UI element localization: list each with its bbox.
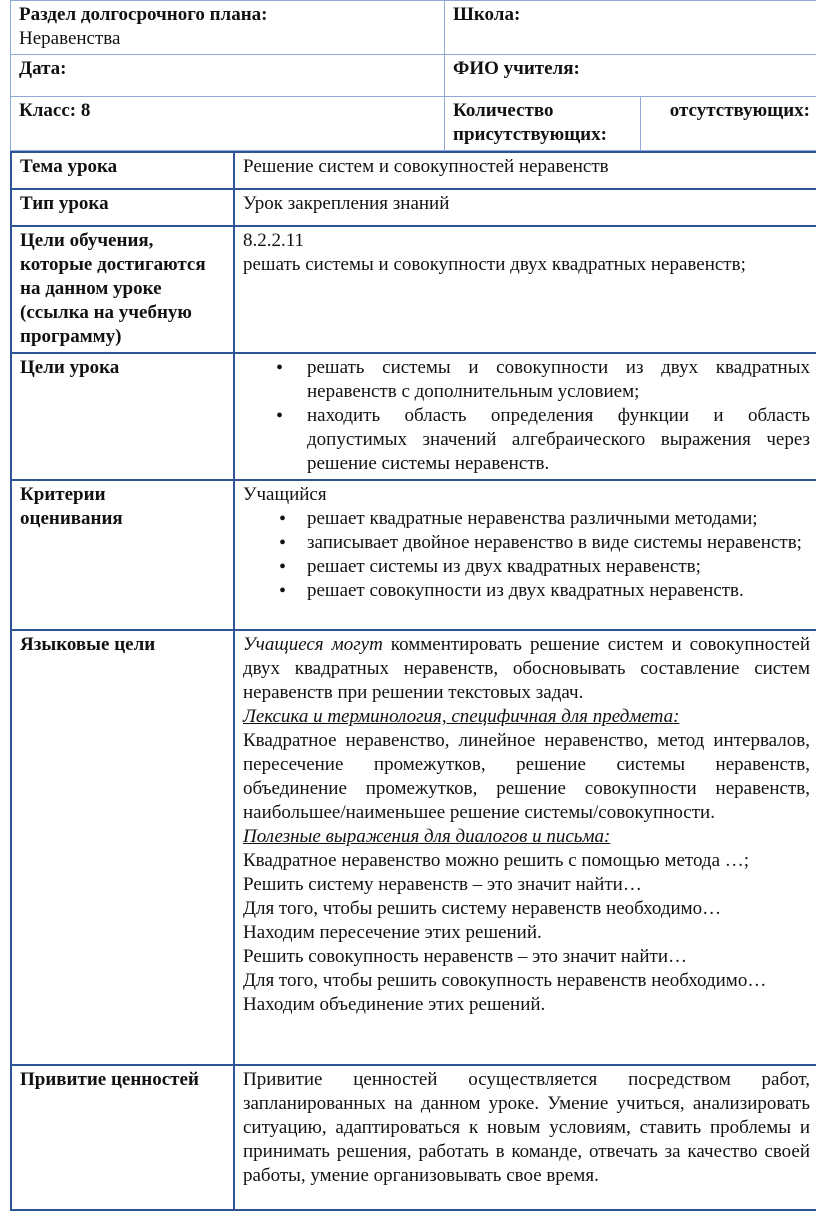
criteria-cell bbox=[234, 480, 816, 630]
section-cell bbox=[11, 1, 445, 55]
language-intro-italic: Учащиеся могут bbox=[243, 634, 383, 655]
list-item: • записывает двойное неравенство в виде системы неравенств; bbox=[307, 531, 810, 555]
row-topic bbox=[11, 152, 816, 189]
absent-label: отсутствующих: bbox=[641, 97, 816, 151]
lesson-goals-cell bbox=[234, 353, 816, 480]
header-table bbox=[10, 0, 816, 151]
objectives-label: Цели обучения, которые достигаются на данном уроке (ссылка на учебную программу) bbox=[11, 226, 234, 353]
row-language bbox=[11, 630, 816, 1065]
vocab-heading: Лексика и терминология, специфичная для предмета: bbox=[243, 706, 680, 727]
teacher-label: ФИО учителя: bbox=[445, 55, 816, 97]
criteria-label-2: оценивания bbox=[20, 508, 123, 529]
present-label-1: Количество bbox=[453, 100, 554, 121]
criteria-list bbox=[243, 507, 810, 603]
list-item: • находить область определения функции и область допустимых значений алгебраического выражения через решение системы неравенств. bbox=[307, 404, 810, 476]
phrase-line: Находим объединение этих решений. bbox=[243, 994, 546, 1015]
lesson-goals-label: Цели урока bbox=[11, 353, 234, 480]
language-intro-rest: комментировать решение систем и совокупностей двух квадратных неравенств, обосновывать составление систем неравенств при решении текстовых задач. bbox=[243, 634, 811, 703]
language-label: Языковые цели bbox=[11, 630, 234, 1065]
row-type bbox=[11, 189, 816, 226]
row-criteria bbox=[11, 480, 816, 630]
row-lesson-goals bbox=[11, 353, 816, 480]
type-value: Урок закрепления знаний bbox=[234, 189, 816, 226]
criteria-intro: Учащийся bbox=[243, 484, 327, 505]
criteria-label-1: Критерии bbox=[20, 484, 106, 505]
row-values bbox=[11, 1065, 816, 1210]
phrase-line: Находим пересечение этих решений. bbox=[243, 922, 542, 943]
topic-value: Решение систем и совокупностей неравенств bbox=[234, 152, 816, 189]
school-label: Школа: bbox=[445, 1, 816, 55]
date-label: Дата: bbox=[11, 55, 445, 97]
objectives-cell bbox=[234, 226, 816, 353]
section-label: Раздел долгосрочного плана: bbox=[19, 4, 268, 25]
objectives-text: решать системы и совокупности двух квадратных неравенств; bbox=[243, 254, 746, 275]
criteria-label-cell bbox=[11, 480, 234, 630]
vocab-text: Квадратное неравенство, линейное неравенство, метод интервалов, пересечение промежутков, решение системы неравенств, объединение промежутков, решение совокупности неравенств, наибольшее/наименьшее решение системы/совокупности. bbox=[243, 730, 810, 823]
phrase-line: Решить совокупность неравенств – это значит найти… bbox=[243, 946, 687, 967]
lesson-table bbox=[10, 151, 816, 1211]
list-item: • решает квадратные неравенства различными методами; bbox=[307, 507, 810, 531]
phrase-line: Решить систему неравенств – это значит найти… bbox=[243, 874, 642, 895]
phrase-line: Квадратное неравенство можно решить с помощью метода …; bbox=[243, 850, 750, 871]
phrase-line: Для того, чтобы решить совокупность неравенств необходимо… bbox=[243, 970, 767, 991]
values-text: Привитие ценностей осуществляется посредством работ, запланированных на данном уроке. Умение учиться, анализировать ситуацию, адаптироваться к новым условиям, ставить проблемы и принимать решения, работать в команде, отвечать за качество своей работы, умение организовывать свое время. bbox=[234, 1065, 816, 1210]
objectives-code: 8.2.2.11 bbox=[243, 230, 305, 251]
present-label-2: присутствующих: bbox=[453, 124, 607, 145]
lesson-goals-list bbox=[243, 356, 810, 476]
language-cell bbox=[234, 630, 816, 1065]
class-label: Класс: 8 bbox=[11, 97, 445, 151]
list-item: • решать системы и совокупности из двух квадратных неравенств с дополнительным условием; bbox=[307, 356, 810, 404]
values-label: Привитие ценностей bbox=[11, 1065, 234, 1210]
phrase-line: Для того, чтобы решить систему неравенств необходимо… bbox=[243, 898, 722, 919]
present-cell bbox=[445, 97, 641, 151]
phrases-heading: Полезные выражения для диалогов и письма: bbox=[243, 826, 611, 847]
row-objectives bbox=[11, 226, 816, 353]
language-intro bbox=[243, 633, 810, 705]
type-label: Тип урока bbox=[11, 189, 234, 226]
list-item: • решает совокупности из двух квадратных неравенств. bbox=[307, 579, 810, 603]
lesson-plan-page bbox=[10, 0, 816, 1211]
topic-label: Тема урока bbox=[11, 152, 234, 189]
list-item: • решает системы из двух квадратных неравенств; bbox=[307, 555, 810, 579]
section-value: Неравенства bbox=[19, 28, 121, 49]
